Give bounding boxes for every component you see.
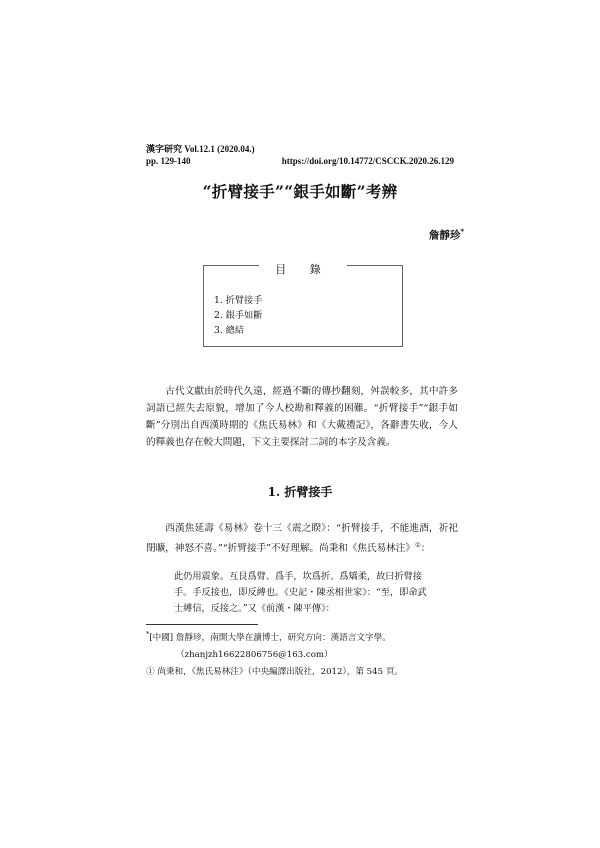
section1-text: 西漢焦延壽《易林》卷十三《震之睽》：“折臂接手，不能進酒，祈祀閉曠，神怒不喜。”“折臂接手”不好理解。尚秉和《焦氏易林注》 — [146, 523, 458, 555]
toc-heading — [204, 258, 402, 277]
journal-info: 漢字研究 Vol.12.1 (2020.04.) — [146, 144, 255, 154]
section1-paragraph — [146, 520, 458, 557]
footnote-1: ① 尚秉和，《焦氏易林注》（中央編譯出版社，2012），第 545 頁。 — [146, 667, 404, 677]
intro-paragraph: 古代文獻由於時代久遠，經過不斷的傳抄翻刻，舛誤較多，其中許多詞語已經失去原貌，增加了今人校勘和釋義的困難。“折臂接手”“銀手如斷”分別出自西漢時期的《焦氏易林》和《大戴禮記》，各辭書失收，今人的釋義也存在較大問題，下文主要探討二詞的本字及含義。 — [146, 386, 458, 448]
author-name — [429, 227, 464, 243]
page-range: pp. 129-140 — [146, 156, 191, 166]
doi-link[interactable]: https://doi.org/10.14772/CSCCK.2020.26.129 — [281, 156, 454, 166]
author-name-text: 詹靜珍 — [428, 229, 461, 242]
table-of-contents — [203, 265, 403, 347]
author-footnote — [146, 630, 391, 643]
toc-list — [214, 293, 262, 338]
block-quote: 此仍用震象。互艮爲臂、爲手，坎爲折、爲矯柔，故曰折臂接手。手反接也，即反縛也。《史記・陳丞相世家》：“至，即命武士縛信，反接之。”又《前漢・陳平傳》： — [174, 571, 427, 614]
section1-text-tail: ： — [420, 543, 431, 555]
section-heading: 1. 折臂接手 — [267, 485, 333, 499]
toc-item: 1. 折臂接手 — [214, 295, 263, 306]
author-footnote-mark: * — [460, 227, 464, 236]
toc-item: 2. 銀手如斷 — [214, 310, 263, 321]
footnote-divider — [146, 624, 258, 625]
toc-heading-text: 目 錄 — [259, 263, 347, 276]
article-title: “折臂接手”“銀手如斷”考辨 — [202, 182, 398, 201]
author-footnote-text: [中國] 詹靜珍，南開大學在讀博士，研究方向：漢語言文字學。 — [149, 632, 391, 643]
author-email[interactable]: （zhanjzh16622806756@163.com） — [176, 650, 333, 660]
toc-item: 3. 總結 — [214, 325, 245, 336]
footnote-ref[interactable]: ① — [414, 541, 421, 549]
footnote-mark: * — [146, 630, 150, 638]
